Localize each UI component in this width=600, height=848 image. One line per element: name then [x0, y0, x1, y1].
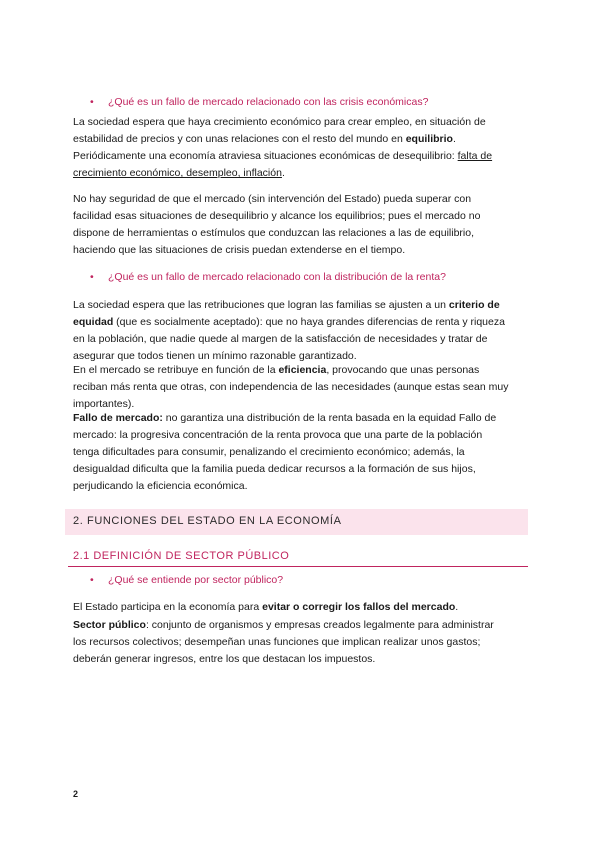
- bullet-icon: •: [90, 271, 94, 283]
- paragraph-market-no-guarantee: No hay seguridad de que el mercado (sin intervención del Estado) pueda superar con facilidad esas situaciones de desequilibrio y alcance los equilibrios; pues el mercado no dispone de herramientas o estímulos que conduzcan las relaciones a las de equilibrio, haciendo que las situaciones de crisis puedan extenderse en el tiempo.: [73, 193, 481, 256]
- question-text: ¿Qué es un fallo de mercado relacionado con la distribución de la renta?: [108, 271, 446, 283]
- section-heading: [65, 509, 528, 535]
- bullet-icon: •: [90, 96, 94, 108]
- paragraph-market-failure: Fallo de mercado: no garantiza una distribución de la renta basada en la equidad Fallo de mercado: la progresiva concentración de la renta provoca que una parte de la población tenga dificultades para consumir, penalizando el crecimiento económico; además, la desigualdad dificulta que la familia pueda dedicar recursos a la formación de sus hijos, perjudicando la eficiencia económica.: [73, 412, 497, 492]
- question-text: ¿Qué se entiende por sector público?: [108, 574, 284, 586]
- page-number: 2: [73, 789, 79, 799]
- section-title: 2. FUNCIONES DEL ESTADO EN LA ECONOMÍA: [73, 515, 342, 527]
- paragraph-equity: La sociedad espera que las retribuciones que logran las familias se ajusten a un criterio de equidad (que es socialmente aceptado): que no haya grandes diferencias de renta y riqueza en la población, que nadie quede al margen de la satisfacción de necesidades y tratar de asegurar que todos tienen un mínimo razonable garantizado.: [73, 299, 505, 362]
- paragraph-state-role: El Estado participa en la economía para evitar o corregir los fallos del mercado.: [73, 601, 459, 613]
- subsection-title: 2.1 DEFINICIÓN DE SECTOR PÚBLICO: [73, 550, 290, 562]
- question-text: ¿Qué es un fallo de mercado relacionado con las crisis económicas?: [108, 96, 429, 108]
- paragraph-public-sector-definition: Sector público: conjunto de organismos y empresas creados legalmente para administrar los recursos colectivos; desempeñan unas funciones que implican realizar unos gastos; deberán generar ingresos, entre los que destacan los impuestos.: [73, 619, 494, 665]
- paragraph-crisis-expectations: La sociedad espera que haya crecimiento económico para crear empleo, en situación de estabilidad de precios y con unas relaciones con el resto del mundo en equilibrio. Periódicamente una economía atraviesa situaciones económicas de desequilibrio: falta de crecimiento económico, desempleo, inflación.: [73, 116, 493, 179]
- bullet-icon: •: [90, 574, 94, 586]
- subsection-divider: [68, 566, 528, 567]
- paragraph-efficiency: En el mercado se retribuye en función de la eficiencia, provocando que unas personas reciban más renta que otras, con independencia de las necesidades (aunque estas sean muy importantes).: [73, 364, 509, 410]
